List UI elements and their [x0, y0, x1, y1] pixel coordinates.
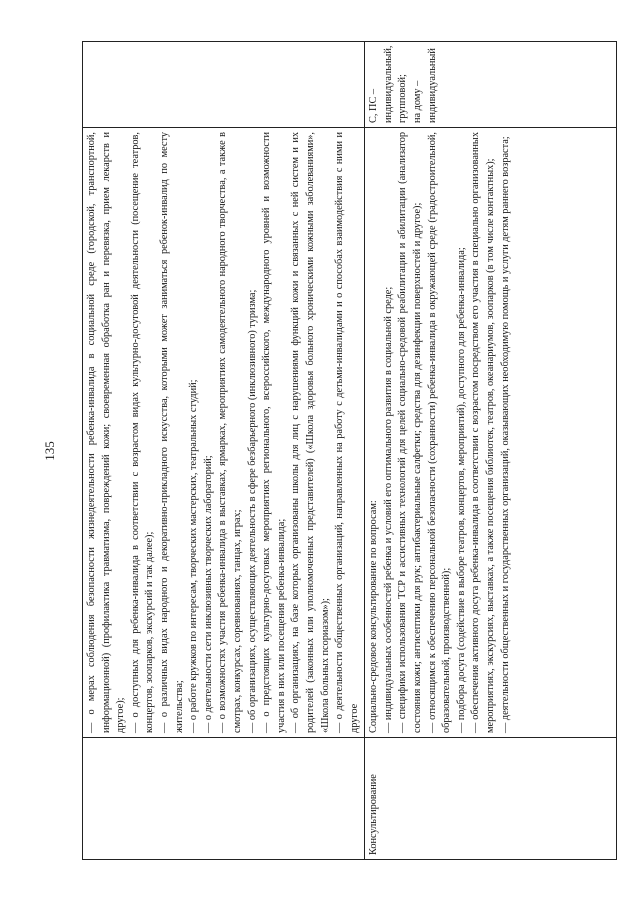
table-row	[83, 42, 365, 860]
form-line: индивидуальный	[426, 48, 438, 123]
service-content-cell	[365, 128, 617, 738]
content-line: — о мерах соблюдения безопасности жизнедеятельности ребенка-инвалида в социальной среде (городской, транспортной, информационной) (профилактика травматизма, повреждений кожи; своевременная обработка ран и перевязка, прием лекарств и другое);	[86, 132, 127, 733]
form-line: С, ПС –	[368, 88, 380, 123]
content-line: — о работе кружков по интересам, творческих мастерских, театральных студий;	[188, 379, 200, 733]
content-line: — индивидуальных особенностей ребенка и условий его оптимального развития в социальной среде;	[382, 286, 394, 733]
content-line: — о деятельности сети инклюзивных творческих лабораторий;	[202, 455, 214, 733]
services-table	[82, 41, 617, 860]
table-row	[365, 42, 617, 860]
content-line: — о возможностях участия ребенка-инвалида в выставках, ярмарках, мероприятиях самодеятельного народного творчества, а также в смотрах, конкурсах, соревнованиях, танцах, играх;	[217, 132, 243, 733]
content-line: — о предстоящих культурно-досуговых мероприятиях регионального, всероссийского, международного уровней и возможности участия в них или посещения ребенка-инвалида;	[261, 132, 287, 733]
rotated-table-container	[82, 42, 602, 860]
service-name-cell: Консультирование	[365, 738, 617, 860]
service-form-cell	[83, 42, 365, 128]
service-name-cell	[83, 738, 365, 860]
content-line: — деятельности общественных и государственных организаций, оказывающих необходимую помощь и услуги детям раннего возраста;	[499, 136, 511, 733]
content-line: — о различных видах народного и декоративно-прикладного искусства, которыми может заниматься ребенок-инвалид по месту жительства;	[158, 132, 185, 733]
content-line: — о деятельности общественных организаций, направленных на работу с детьми-инвалидами и о способах взаимодействия с ними и другое	[334, 132, 360, 733]
content-line: — подбора досуга (содействие в выборе театров, концертов, мероприятий), доступного для ребенка-инвалида;	[455, 247, 467, 733]
content-line: — относящимся к обеспечению персональной безопасности (сохранности) ребенка-инвалида в окружающей среде (градостроительной, образовательной, производственной);	[426, 132, 453, 733]
content-line: Социально-средовое консультирование по вопросам:	[368, 500, 380, 733]
content-line: — специфики использования ТСР и ассистивных технологий для целей социально-средовой реабилитации и абилитации (анализатор состояния кожи; антисептики для рук; антибактериальные салфетки; средства для дезинфекции поверхностей и другое);	[397, 132, 424, 733]
form-line: индивидуальный,	[382, 45, 394, 123]
service-content-cell	[83, 128, 365, 738]
form-line: на дому –	[412, 80, 424, 123]
page-number: 135	[42, 441, 57, 461]
content-line: — об организациях, осуществляющих деятельность в сфере безбарьерного (инклюзивного) туризма;	[246, 289, 258, 733]
service-form-cell	[365, 42, 617, 128]
content-line: — об организациях, на базе которых организованы школы для лиц с нарушениями функций кожи и связанных с ней систем и их родителей (законных или уполномоченных представителей) («Школа здоровья больного хроническими кожными заболеваниями», «Школа больных псориазом»);	[290, 132, 331, 733]
content-line: — о доступных для ребенка-инвалида в соответствии с возрастом видах культурно-досуговой деятельности (посещение театров, концертов, зоопарков, экскурсий и так далее);	[129, 132, 156, 733]
content-line: — обеспечения активного досуга ребенка-инвалида в соответствии с возрастом посредством его участия в специально организованных мероприятиях, экскурсиях, выставках, а также посещения библиотек, театров, океанариумов, зоопарков (в том числе контактных);	[470, 132, 497, 733]
form-line: групповой;	[397, 74, 409, 123]
